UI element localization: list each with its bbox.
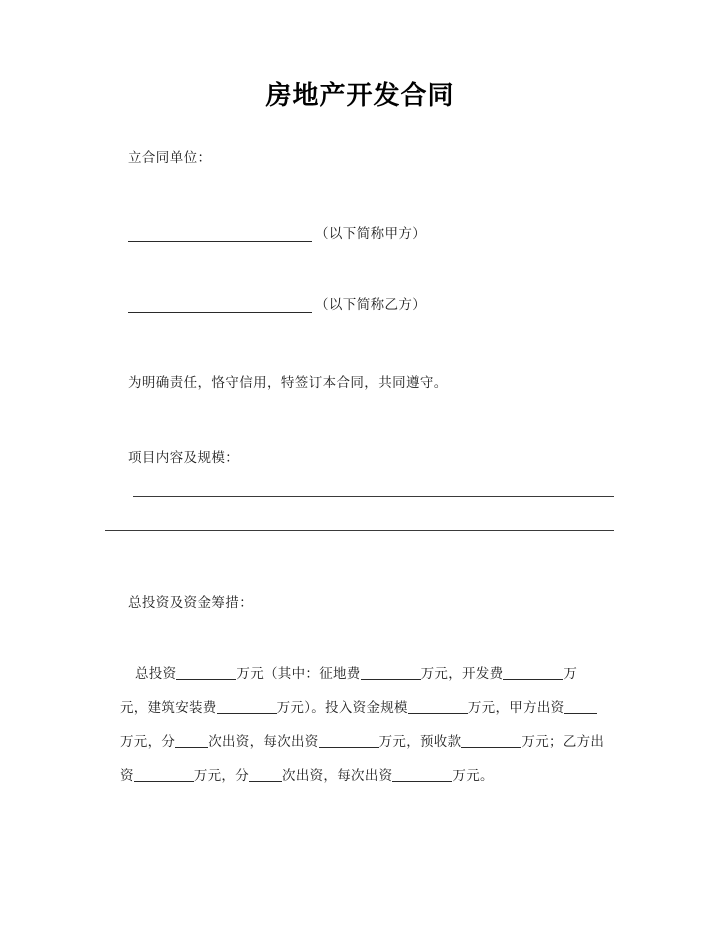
development-fee-blank[interactable] [503,666,563,680]
investment-line-3 [120,725,616,759]
land-fee-blank[interactable] [361,666,421,680]
land-fee-label: 万元（其中：征地费 [236,666,361,681]
party-a-each-label: 次出资，每次出资 [208,734,319,749]
party-b-row [128,297,426,313]
line1-tail: 万 [563,666,578,681]
investment-heading: 总投资及资金筹措： [128,595,254,610]
party-a-row [128,226,426,242]
party-heading: 立合同单位： [128,150,212,165]
party-b-contribution-blank[interactable] [134,768,194,782]
party-b-blank-field[interactable] [128,297,312,313]
party-b-each-blank[interactable] [392,768,452,782]
party-b-each-label: 次出资，每次出资 [282,768,393,783]
investment-line-1 [120,657,616,691]
party-b-contribution-label: 资 [120,768,134,783]
investment-line-4 [120,759,616,793]
line3-tail: 万元；乙方出 [521,734,605,749]
scope-heading: 项目内容及规模： [128,450,240,465]
party-a-each-blank[interactable] [319,734,379,748]
purpose-statement: 为明确责任，恪守信用，特签订本合同，共同遵守。 [128,375,448,390]
party-a-contribution-label: 万元，甲方出资 [467,700,565,715]
scope-fill-rule-2[interactable] [105,530,614,531]
construction-fee-label: 元，建筑安装费 [120,700,217,715]
investment-line-2 [120,691,616,725]
development-fee-label: 万元，开发费 [420,666,504,681]
total-investment-label: 总投资 [135,666,177,681]
capital-scale-label: 万元）。投入资金规模 [276,700,408,715]
construction-fee-blank[interactable] [217,700,277,714]
party-b-installments-label: 万元，分 [193,768,250,783]
party-a-contribution-blank[interactable] [564,700,597,714]
capital-scale-blank[interactable] [408,700,468,714]
prepayment-label: 万元，预收款 [378,734,462,749]
page-title: 房地产开发合同 [265,80,455,110]
party-b-label: （以下简称乙方） [315,297,427,312]
line4-tail: 万元。 [452,768,494,783]
scope-fill-rule-1[interactable] [133,496,614,497]
party-b-installments-blank[interactable] [249,768,282,782]
total-investment-blank[interactable] [176,666,236,680]
party-a-installments-blank[interactable] [175,734,208,748]
prepayment-blank[interactable] [461,734,521,748]
party-a-label: （以下简称甲方） [315,226,427,241]
party-a-installments-label: 万元，分 [120,734,176,749]
party-a-blank-field[interactable] [128,226,312,242]
investment-paragraph [120,657,616,793]
